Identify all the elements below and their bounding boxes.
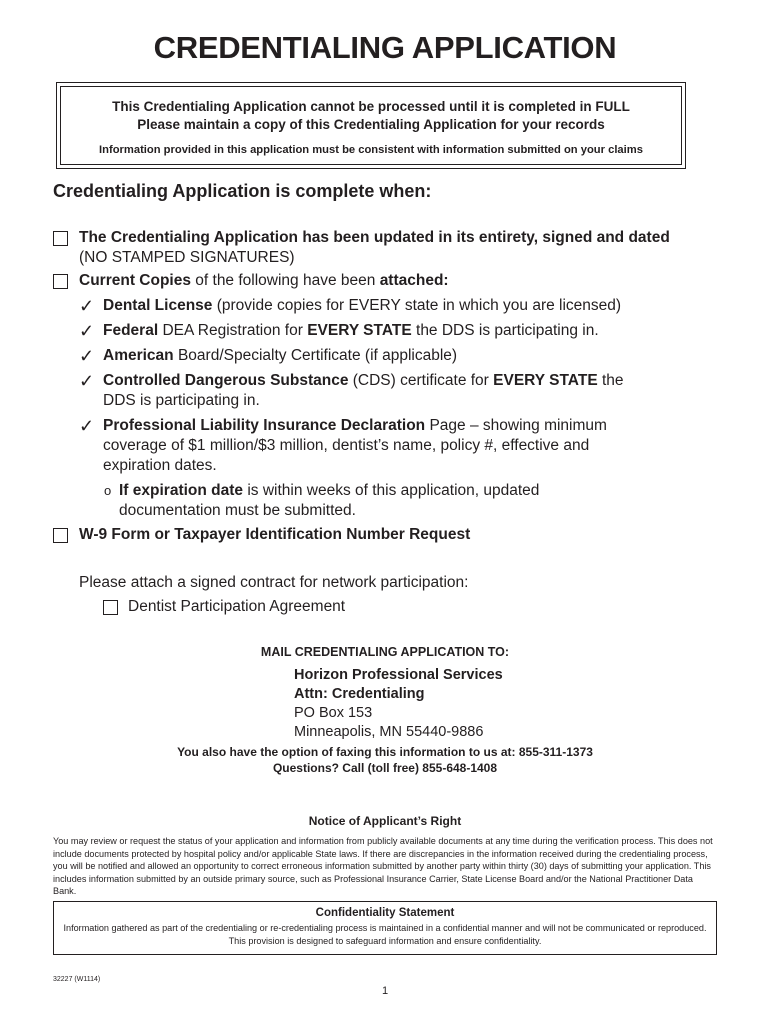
agreement-checkbox[interactable]	[103, 600, 118, 615]
dea-text-1: DEA Registration for	[158, 322, 308, 339]
notice-line-3: Information provided in this application must be consistent with information submitted on your claims	[99, 144, 643, 156]
cds-item-text	[103, 371, 624, 391]
mail-attn: Attn: Credentialing	[294, 686, 425, 702]
cds-item-line2: DDS is participating in.	[103, 392, 260, 409]
cds-bold-2: EVERY STATE	[493, 372, 598, 389]
cds-text-2: the	[597, 372, 624, 389]
mail-org: Horizon Professional Services	[294, 667, 503, 683]
confidentiality-box	[53, 901, 717, 955]
cds-check-icon: ✓	[79, 371, 95, 391]
liability-text: Page – showing minimum	[425, 417, 607, 434]
expiration-text: is within weeks of this application, updated	[243, 482, 540, 499]
dea-item-text	[103, 321, 599, 341]
dea-bold-2: EVERY STATE	[307, 322, 412, 339]
copies-bold-1: Current Copies	[79, 272, 191, 289]
form-code: 32227 (W1114)	[53, 976, 101, 983]
dea-text-2: the DDS is participating in.	[411, 322, 599, 339]
board-bold: American	[103, 347, 174, 364]
contract-prompt: Please attach a signed contract for network participation:	[79, 574, 469, 591]
copies-checkbox[interactable]	[53, 274, 68, 289]
updated-item-bold: The Credentialing Application has been updated in its entirety, signed and dated	[79, 229, 670, 246]
expiration-bold: If expiration date	[119, 482, 244, 499]
w9-item-text	[79, 525, 470, 545]
agreement-label: Dentist Participation Agreement	[128, 598, 346, 615]
notice-line-1: This Credentialing Application cannot be processed until it is completed in FULL	[112, 99, 630, 114]
expiration-item-text	[119, 481, 539, 501]
copies-bold-2: attached:	[379, 272, 449, 289]
dea-bold-1: Federal	[103, 322, 159, 339]
confidentiality-body: Information gathered as part of the credentialing or re-credentialing process is maintained in a confidential manner and will not be communicated or reproduced. This provision is designed to safeguard information and ensure confidentiality.	[63, 923, 707, 946]
license-check-icon: ✓	[79, 296, 95, 316]
w9-bold: W-9 Form or Taxpayer Identification Number Request	[79, 526, 471, 543]
confidentiality-heading: Confidentiality Statement	[315, 907, 455, 919]
expiration-bullet: o	[104, 483, 112, 498]
rights-body: You may review or request the status of your application and information from publicly available documents at any time during the verification process. This does not include documents protected by hospital policy and/or applicable State laws. If there are discrepancies in the information received during the credentialing process, you will be notified and allowed an opportunity to correct erroneous information submitted by another party within thirty (30) days of submitting your application. This includes information submitted by an outside primary source, such as Professional Insurance Carrier, State License Board and/or the National Practitioner Data Bank.	[53, 836, 713, 897]
liability-item-line3: expiration dates.	[103, 457, 217, 474]
dea-check-icon: ✓	[79, 321, 95, 341]
license-bold: Dental License	[103, 297, 213, 314]
updated-item-line2: (NO STAMPED SIGNATURES)	[79, 249, 295, 266]
cds-bold-1: Controlled Dangerous Substance	[103, 372, 349, 389]
updated-item-text	[79, 228, 670, 248]
notice-line-2: Please maintain a copy of this Credentialing Application for your records	[137, 117, 605, 132]
rights-heading: Notice of Applicant’s Right	[308, 814, 462, 828]
mail-city: Minneapolis, MN 55440-9886	[294, 724, 484, 740]
liability-item-line2: coverage of $1 million/$3 million, dentist’s name, policy #, effective and	[103, 437, 590, 454]
cds-text-1: (CDS) certificate for	[348, 372, 494, 389]
complete-heading: Credentialing Application is complete when:	[53, 181, 432, 201]
license-item-text	[103, 296, 621, 316]
fax-line: You also have the option of faxing this information to us at: 855-311-1373	[177, 745, 593, 759]
questions-line: Questions? Call (toll free) 855-648-1408	[272, 761, 498, 775]
board-item-text	[103, 346, 457, 366]
notice-inner-border	[60, 86, 682, 165]
mail-pobox: PO Box 153	[294, 705, 373, 721]
copies-text: of the following have been	[190, 272, 380, 289]
mail-heading: MAIL CREDENTIALING APPLICATION TO:	[260, 645, 510, 659]
license-text: (provide copies for EVERY state in which you are licensed)	[212, 297, 622, 314]
copies-item-text	[79, 271, 449, 291]
expiration-item-line2: documentation must be submitted.	[119, 502, 356, 519]
liability-bold: Professional Liability Insurance Declaration	[103, 417, 426, 434]
liability-check-icon: ✓	[79, 416, 95, 436]
liability-item-text	[103, 416, 607, 436]
w9-checkbox[interactable]	[53, 528, 68, 543]
board-text: Board/Specialty Certificate (if applicable)	[173, 347, 458, 364]
notice-box	[56, 82, 686, 169]
updated-checkbox[interactable]	[53, 231, 68, 246]
page-title: CREDENTIALING APPLICATION	[153, 30, 617, 65]
page-number: 1	[381, 985, 389, 997]
board-check-icon: ✓	[79, 346, 95, 366]
